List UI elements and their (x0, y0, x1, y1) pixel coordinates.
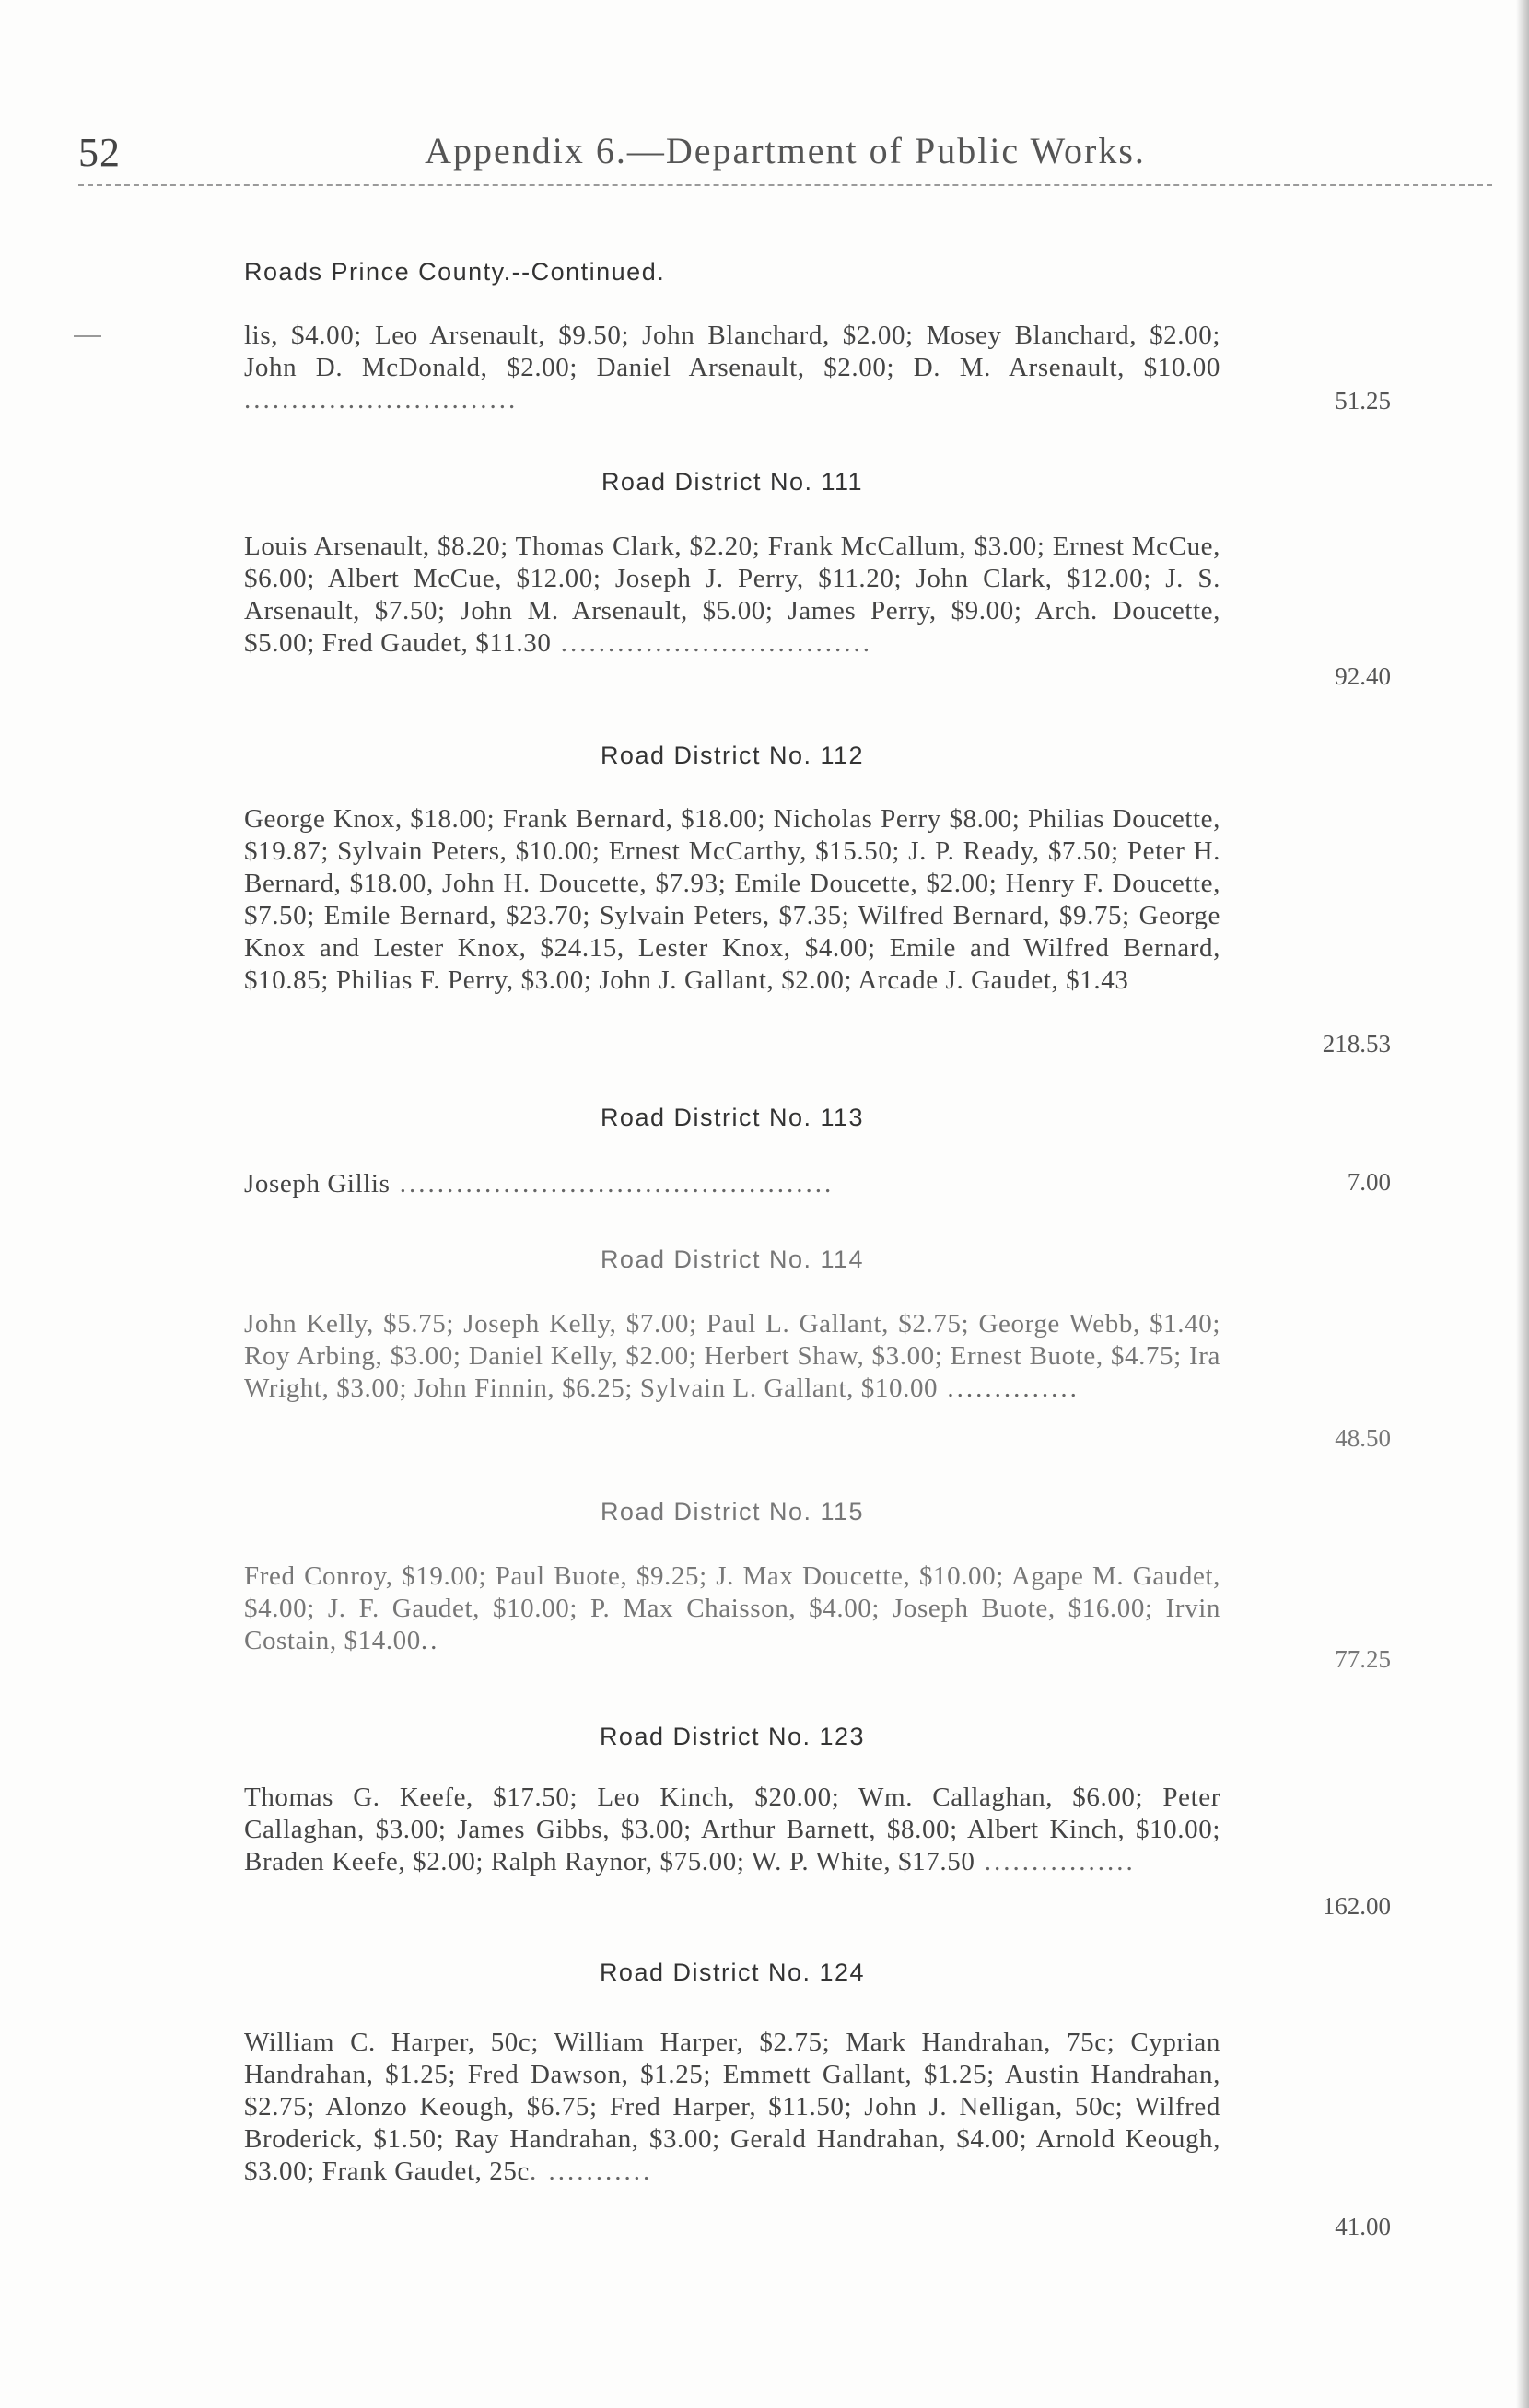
entry-amount: 41.00 (1335, 2213, 1391, 2240)
entry-text: Louis Arsenault, $8.20; Thomas Clark, $2.20; Frank McCallum, $3.00; Ernest McCue, $6.00; Albert McCue, $12.00; Joseph J. Perry, $11.20; John Clark, $12.00; J. S. Arsenault, $7.50; John M. Arsenault, $5.00; James Perry, $9.00; Arch. Doucette, $5.00; Fred Gaudet, $11.30 ................................. (244, 532, 1220, 658)
district-heading: Road District No. 124 (599, 1958, 866, 1986)
entry-amount: 162.00 (1322, 1892, 1391, 1920)
district-heading: Road District No. 113 (600, 1104, 865, 1131)
entry-text: lis, $4.00; Leo Arsenault, $9.50; John Blanchard, $2.00; Mosey Blanchard, $2.00; John D. McDonald, $2.00; Daniel Arsenault, $2.00; D. M. Arsenault, $10.00 ............................. (244, 321, 1220, 415)
entry-amount: 92.40 (1335, 662, 1391, 690)
entry-text: Fred Conroy, $19.00; Paul Buote, $9.25; J. Max Doucette, $10.00; Agape M. Gaudet, $4.00; J. F. Gaudet, $10.00; P. Max Chaisson, $4.00; Joseph Buote, $16.00; Irvin Costain, $14.00.. (244, 1561, 1220, 1655)
entry-text: Joseph Gillis .............................................. (244, 1169, 835, 1198)
district-heading: Road District No. 112 (600, 742, 865, 769)
running-title: Appendix 6.—Department of Public Works. (425, 130, 1146, 171)
page-header (78, 129, 1492, 186)
entry-amount: 77.25 (1335, 1645, 1391, 1673)
page-edge-shadow (1516, 0, 1529, 2408)
district-heading: Road District No. 123 (599, 1723, 866, 1750)
district-heading: Road District No. 111 (601, 468, 864, 496)
entry-amount: 51.25 (1335, 387, 1391, 415)
page-number: 52 (78, 130, 121, 175)
entry-amount: 7.00 (1347, 1168, 1391, 1196)
district-heading: Road District No. 114 (600, 1245, 865, 1273)
entry-text: George Knox, $18.00; Frank Bernard, $18.00; Nicholas Perry $8.00; Philias Doucette, $19.87; Sylvain Peters, $10.00; Ernest McCarthy, $15.50; J. P. Ready, $7.50; Peter H. Bernard, $18.00, John H. Doucette, $7.93; Emile Doucette, $2.00; Henry F. Doucette, $7.50; Emile Bernard, $23.70; Sylvain Peters, $7.35; Wilfred Bernard, $9.75; George Knox and Lester Knox, $24.15, Lester Knox, $4.00; Emile and Wilfred Bernard, $10.85; Philias F. Perry, $3.00; John J. Gallant, $2.00; Arcade J. Gaudet, $1.43 (244, 804, 1220, 995)
entry-text: William C. Harper, 50c; William Harper, $2.75; Mark Handrahan, 75c; Cyprian Handrahan, $1.25; Fred Dawson, $1.25; Emmett Gallant, $1.25; Austin Handrahan, $2.75; Alonzo Keough, $6.75; Fred Harper, $11.50; John J. Nelligan, 50c; Wilfred Broderick, $1.50; Ray Handrahan, $3.00; Gerald Handrahan, $4.00; Arnold Keough, $3.00; Frank Gaudet, 25c. ........... (244, 2028, 1220, 2186)
entry-text: John Kelly, $5.75; Joseph Kelly, $7.00; Paul L. Gallant, $2.75; George Webb, $1.40; Roy Arbing, $3.00; Daniel Kelly, $2.00; Herbert Shaw, $3.00; Ernest Buote, $4.75; Ira Wright, $3.00; John Finnin, $6.25; Sylvain L. Gallant, $10.00 .............. (244, 1309, 1220, 1403)
district-heading: Road District No. 115 (600, 1498, 865, 1525)
section-label: Roads Prince County.--Continued. (244, 258, 666, 286)
entry-amount: 218.53 (1322, 1030, 1391, 1058)
margin-mark (74, 335, 101, 337)
entry-text: Thomas G. Keefe, $17.50; Leo Kinch, $20.00; Wm. Callaghan, $6.00; Peter Callaghan, $3.00; James Gibbs, $3.00; Arthur Barnett, $8.00; Albert Kinch, $10.00; Braden Keefe, $2.00; Ralph Raynor, $75.00; W. P. White, $17.50 ................ (244, 1783, 1220, 1876)
entry-amount: 48.50 (1335, 1424, 1391, 1452)
